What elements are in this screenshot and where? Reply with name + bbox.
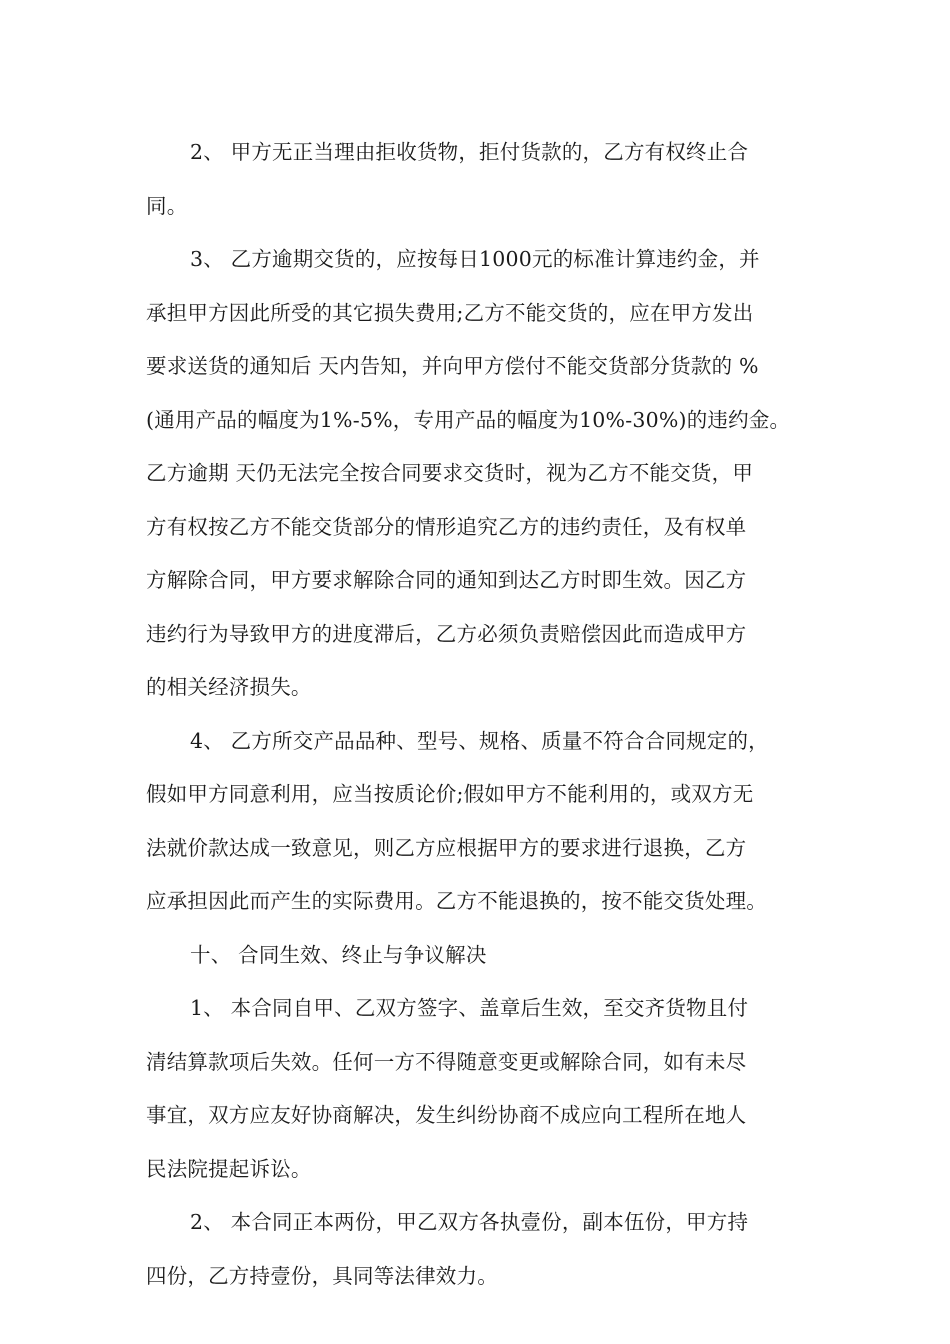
text-line: 方有权按乙方不能交货部分的情形追究乙方的违约责任，及有权单: [146, 514, 747, 539]
document-body: [146, 126, 814, 1303]
text-line: 清结算款项后失效。任何一方不得随意变更或解除合同，如有未尽: [146, 1049, 747, 1074]
text-line: 违约行为导致甲方的进度滞后，乙方必须负责赔偿因此而造成甲方: [146, 621, 747, 646]
text-line: 应承担因此而产生的实际费用。乙方不能退换的，按不能交货处理。: [146, 889, 767, 913]
clause-nonconforming-products: [146, 715, 814, 929]
text-line: 承担甲方因此所受的其它损失费用;乙方不能交货的，应在甲方发出: [146, 300, 754, 325]
text-line: 要求送货的通知后 天内告知，并向甲方偿付不能交货部分货款的 %: [146, 354, 759, 378]
text-line: 同。: [146, 193, 188, 218]
text-line: 事宜，双方应友好协商解决，发生纠纷协商不成应向工程所在地人: [146, 1103, 747, 1127]
text-line: 2、 甲方无正当理由拒收货物，拒付货款的，乙方有权终止合: [190, 140, 749, 164]
clause-effectiveness: [146, 982, 814, 1196]
text-line: 3、 乙方逾期交货的，应按每日1000元的标准计算违约金，并: [190, 247, 760, 271]
clause-late-delivery: [146, 233, 814, 715]
text-line: (通用产品的幅度为1%-5%，专用产品的幅度为10%-30%)的违约金。: [146, 407, 791, 432]
clause-termination-refusal: [146, 126, 814, 233]
text-line: 乙方逾期 天仍无法完全按合同要求交货时，视为乙方不能交货，甲: [146, 461, 754, 485]
clause-copies: [146, 1196, 814, 1303]
text-line: 的相关经济损失。: [146, 675, 312, 699]
section-heading: [146, 929, 814, 983]
text-line: 民法院提起诉讼。: [146, 1156, 312, 1181]
section-heading-text: 十、 合同生效、终止与争议解决: [190, 942, 487, 967]
text-line: 假如甲方同意利用，应当按质论价;假如甲方不能利用的，或双方无: [146, 782, 754, 806]
text-line: 四份，乙方持壹份，具同等法律效力。: [146, 1263, 498, 1288]
text-line: 4、 乙方所交产品品种、型号、规格、质量不符合合同规定的，: [190, 728, 769, 753]
text-line: 2、 本合同正本两份，甲乙双方各执壹份，副本伍份，甲方持: [190, 1210, 749, 1234]
text-line: 法就价款达成一致意见，则乙方应根据甲方的要求进行退换，乙方: [146, 835, 747, 860]
text-line: 方解除合同，甲方要求解除合同的通知到达乙方时即生效。因乙方: [146, 568, 747, 592]
text-line: 1、 本合同自甲、乙双方签字、盖章后生效，至交齐货物且付: [190, 996, 749, 1020]
